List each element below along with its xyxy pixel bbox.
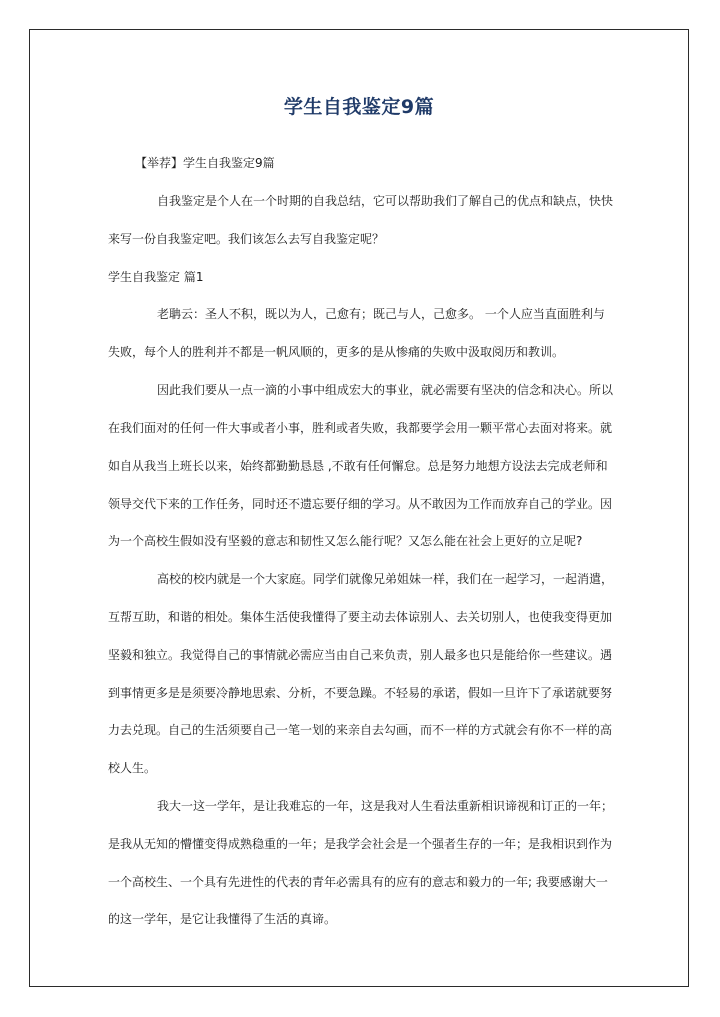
- recommend-line: 【举荐】学生自我鉴定9篇: [135, 156, 275, 170]
- paragraph-line: 我大一这一学年，是让我难忘的一年，这是我对人生看法重新相识谛视和订正的一年；: [157, 799, 614, 813]
- paragraph-line: 在我们面对的任何一件大事或者小事，胜利或者失败，我都要学会用一颗平常心去面对将来。就: [108, 421, 613, 435]
- paragraph-line: 自我鉴定是个人在一个时期的自我总结，它可以帮助我们了解自己的优点和缺点，快快: [157, 194, 614, 208]
- paragraph-line: 是我从无知的懵懂变得成熟稳重的一年；是我学会社会是一个强者生存的一年；是我相识到作为: [108, 837, 613, 851]
- paragraph-line: 如自从我当上班长以来，始终都勤勤恳恳 ,不敢有任何懈怠。总是努力地想方设法去完成老师和: [108, 459, 608, 473]
- paragraph-line: 失败，每个人的胜利并不都是一帆风顺的，更多的是从惨痛的失败中汲取阅历和教训。: [108, 345, 565, 359]
- paragraph-line: 校人生。: [108, 761, 157, 775]
- paragraph-line: 坚毅和独立。我觉得自己的事情就必需应当由自己来负责，别人最多也只是能给你一些建议。遇: [108, 648, 613, 662]
- paragraph-line: 一个高校生、一个具有先进性的代表的青年必需具有的应有的意志和毅力的一年; 我要感谢大一: [108, 875, 608, 889]
- paragraph-line: 力去兑现。自己的生活须要自己一笔一划的来亲自去勾画，而不一样的方式就会有你不一样的高: [108, 723, 613, 737]
- paragraph-line: 来写一份自我鉴定吧。我们该怎么去写自我鉴定呢？: [108, 232, 385, 246]
- paragraph-line: 领导交代下来的工作任务，同时还不遗忘要仔细的学习。从不敢因为工作而放弃自己的学业。因: [108, 497, 613, 511]
- paragraph-line: 为一个高校生假如没有坚毅的意志和韧性又怎么能行呢？又怎么能在社会上更好的立足呢?: [108, 534, 583, 548]
- paragraph-line: 到事情更多是是须要冷静地思索、分析，不要急躁。不轻易的承诺，假如一旦许下了承诺就要努: [108, 686, 613, 700]
- paragraph-line: 高校的校内就是一个大家庭。同学们就像兄弟姐妹一样，我们在一起学习，一起消遣，: [157, 572, 614, 586]
- paragraph-line: 互帮互助，和谐的相处。集体生活使我懂得了要主动去体谅别人、去关切别人，也使我变得更加: [108, 610, 613, 624]
- paragraph-line: 因此我们要从一点一滴的小事中组成宏大的事业，就必需要有坚决的信念和决心。所以: [157, 383, 614, 397]
- section-heading: 学生自我鉴定 篇1: [108, 270, 204, 284]
- document-title: 学生自我鉴定9篇: [283, 96, 435, 118]
- paragraph-line: 老聃云：圣人不积，既以为人，己愈有；既己与人，己愈多。 一个人应当直面胜利与: [157, 307, 605, 321]
- paragraph-line: 的这一学年，是它让我懂得了生活的真谛。: [108, 912, 337, 926]
